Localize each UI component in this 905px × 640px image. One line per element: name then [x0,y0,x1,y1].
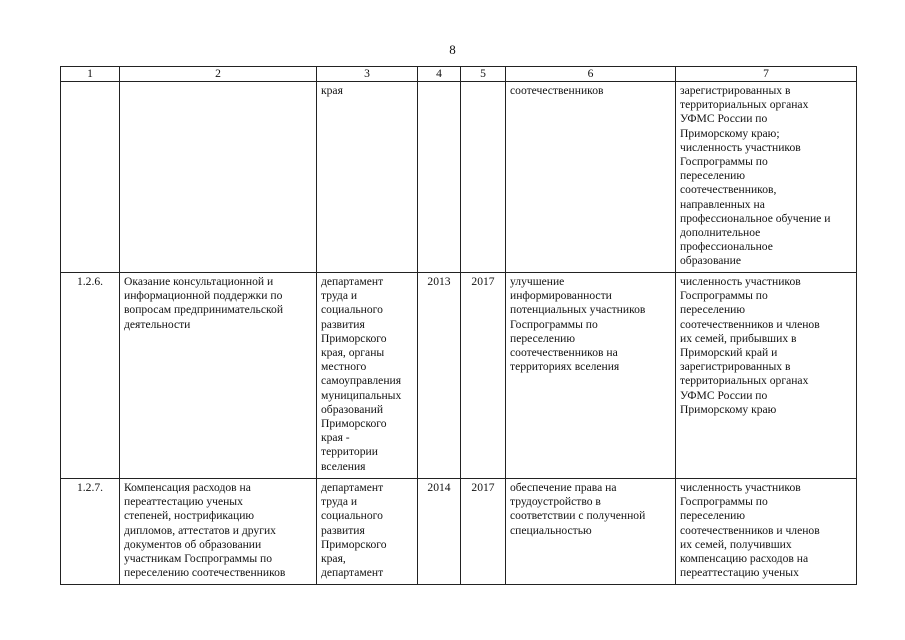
measure-name: Оказание консультационной и информационной поддержки по вопросам предпринимательской деятельности [120,273,317,479]
measure-end-year: 2017 [461,273,506,479]
table-row [61,273,857,479]
program-measures-table [60,66,857,585]
measure-start-year: 2013 [418,273,461,479]
column-header-6: 6 [506,67,676,82]
measure-expected-result: улучшение информированности потенциальных участников Госпрограммы по переселению соотечественников на территориях вселения [506,273,676,479]
measure-start-year [418,82,461,273]
measure-start-year: 2014 [418,479,461,585]
column-header-1: 1 [61,67,120,82]
measure-expected-result: соотечественников [506,82,676,273]
measure-name: Компенсация расходов на переаттестацию ученых степеней, нострификацию дипломов, аттестатов и других документов об образовании участникам Госпрограммы по переселению соотечественников [120,479,317,585]
table-row [61,479,857,585]
measure-expected-result: обеспечение права на трудоустройство в соответствии с полученной специальностью [506,479,676,585]
column-number-header-row [61,67,857,82]
measure-indicator: численность участников Госпрограммы по переселению соотечественников и членов их семей, прибывших в Приморский край и зарегистрированных в территориальных органах УФМС России по Приморскому краю [676,273,857,479]
measure-executor: департамент труда и социального развития Приморского края, органы местного самоуправления муниципальных образований Приморского края - территории вселения [317,273,418,479]
column-header-3: 3 [317,67,418,82]
measure-number: 1.2.7. [61,479,120,585]
table-row [61,82,857,273]
measure-indicator: численность участников Госпрограммы по переселению соотечественников и членов их семей, получивших компенсацию расходов на переаттестацию ученых [676,479,857,585]
column-header-5: 5 [461,67,506,82]
measure-name [120,82,317,273]
measure-number: 1.2.6. [61,273,120,479]
column-header-2: 2 [120,67,317,82]
column-header-4: 4 [418,67,461,82]
measure-end-year [461,82,506,273]
column-header-7: 7 [676,67,857,82]
measure-executor: департамент труда и социального развития Приморского края, департамент [317,479,418,585]
measure-executor: края [317,82,418,273]
page-number: 8 [449,42,456,57]
measure-end-year: 2017 [461,479,506,585]
measure-indicator: зарегистрированных в территориальных органах УФМС России по Приморскому краю; численность участников Госпрограммы по переселению соотечественников, направленных на профессиональное обучение и дополнительное профессиональное образование [676,82,857,273]
measure-number [61,82,120,273]
